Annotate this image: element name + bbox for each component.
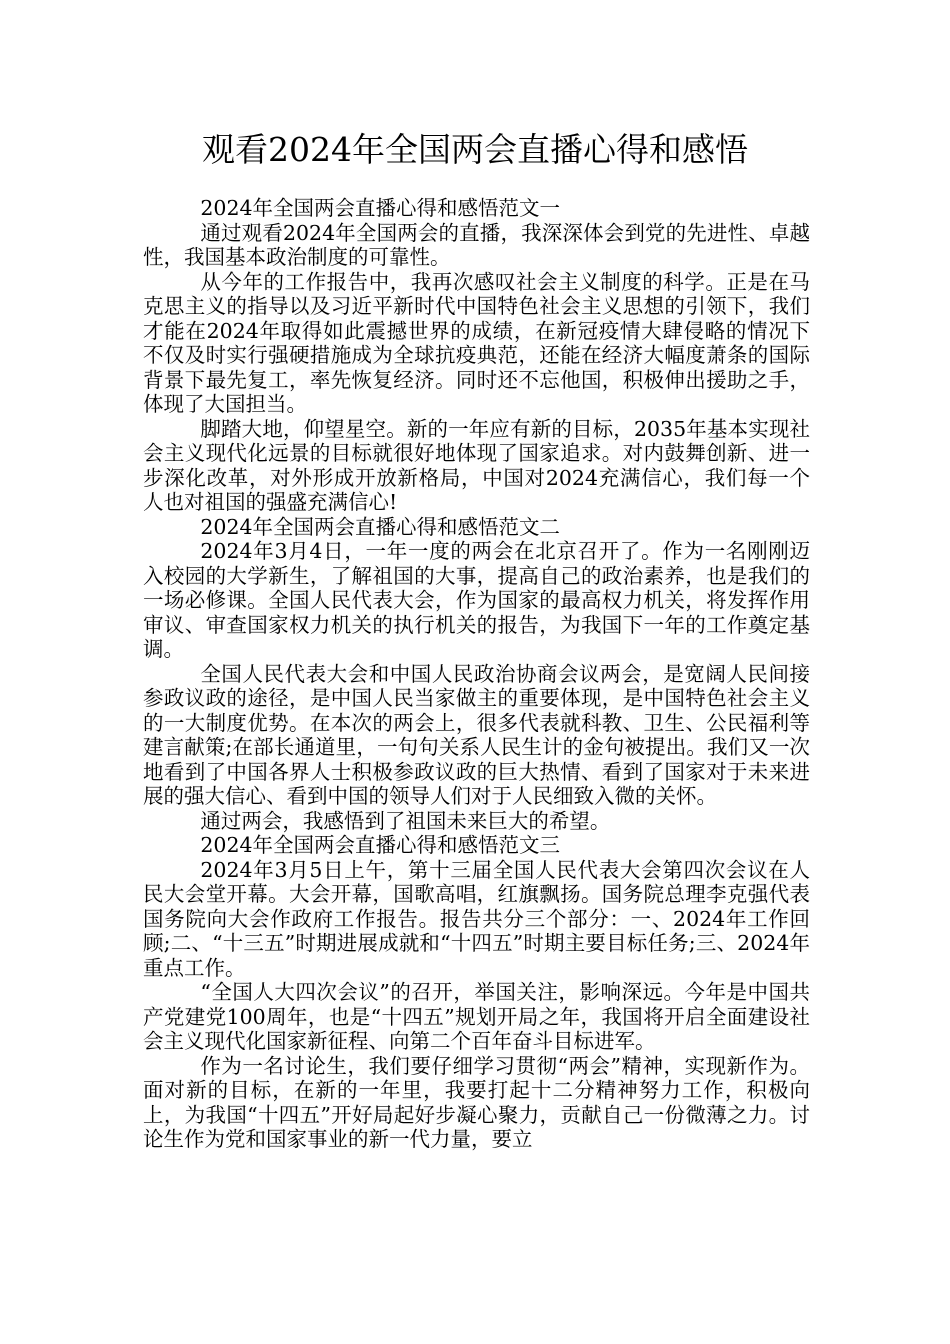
paragraph: 通过观看2024年全国两会的直播，我深深体会到党的先进性、卓越性，我国基本政治制度的可靠性。 (143, 220, 810, 269)
section-subtitle-1: 2024年全国两会直播心得和感悟范文一 (200, 196, 561, 220)
paragraph: “全国人大四次会议”的召开，举国关注，影响深远。今年是中国共产党建党100周年，也是“十四五”规划开局之年，我国将开启全面建设社会主义现代化国家新征程、向第二个百年奋斗目标进军。 (143, 980, 810, 1053)
section-subtitle-2: 2024年全国两会直播心得和感悟范文二 (200, 514, 561, 539)
paragraph: 全国人民代表大会和中国人民政治协商会议两会，是宽阔人民间接参政议政的途径，是中国人民当家做主的重要体现，是中国特色社会主义的一大制度优势。在本次的两会上，很多代表就科教、卫生、公民福利等建言献策;在部长通道里，一句句关系人民生计的金句被提出。我们又一次地看到了中国各界人士积极参政议政的巨大热情、看到了国家对于未来进展的强大信心、看到中国的领导人们对于人民细致入微的关怀。 (143, 661, 810, 808)
paragraph: 作为一名讨论生，我们要仔细学习贯彻“两会”精神，实现新作为。面对新的目标，在新的一年里，我要打起十二分精神努力工作，积极向上，为我国“十四五”开好局起好步凝心聚力，贡献自己一份微薄之力。讨论生作为党和国家事业的新一代力量，要立 (143, 1053, 810, 1151)
document-title: 观看2024年全国两会直播心得和感悟 (202, 130, 748, 169)
paragraph: 2024年3月4日，一年一度的两会在北京召开了。作为一名刚刚迈入校园的大学新生，了解祖国的大事，提高自己的政治素养，也是我们的一场必修课。全国人民代表大会，作为国家的最高权力机关，将发挥作用审议、审查国家权力机关的执行机关的报告，为我国下一年的工作奠定基调。 (143, 539, 810, 661)
document-body (143, 196, 810, 1152)
paragraph: 从今年的工作报告中，我再次感叹社会主义制度的科学。正是在马克思主义的指导以及习近平新时代中国特色社会主义思想的引领下，我们才能在2024年取得如此震撼世界的成绩，在新冠疫情大肆侵略的情况下不仅及时实行强硬措施成为全球抗疫典范，还能在经济大幅度萧条的国际背景下最先复工，率先恢复经济。同时还不忘他国，积极伸出援助之手，体现了大国担当。 (143, 269, 810, 416)
paragraph: 脚踏大地，仰望星空。新的一年应有新的目标，2035年基本实现社会主义现代化远景的目标就很好地体现了国家追求。对内鼓舞创新、进一步深化改革，对外形成开放新格局，中国对2024充满信心，我们每一个人也对祖国的强盛充满信心! (143, 416, 810, 514)
paragraph: 2024年3月5日上午，第十三届全国人民代表大会第四次会议在人民大会堂开幕。大会开幕，国歌高唱，红旗飘扬。国务院总理李克强代表国务院向大会作政府工作报告。报告共分三个部分：一、2024年工作回顾;二、“十三五”时期进展成就和“十四五”时期主要目标任务;三、2024年重点工作。 (143, 857, 810, 980)
paragraph: 通过两会，我感悟到了祖国未来巨大的希望。 (200, 808, 611, 833)
section-subtitle-3: 2024年全国两会直播心得和感悟范文三 (200, 833, 561, 857)
